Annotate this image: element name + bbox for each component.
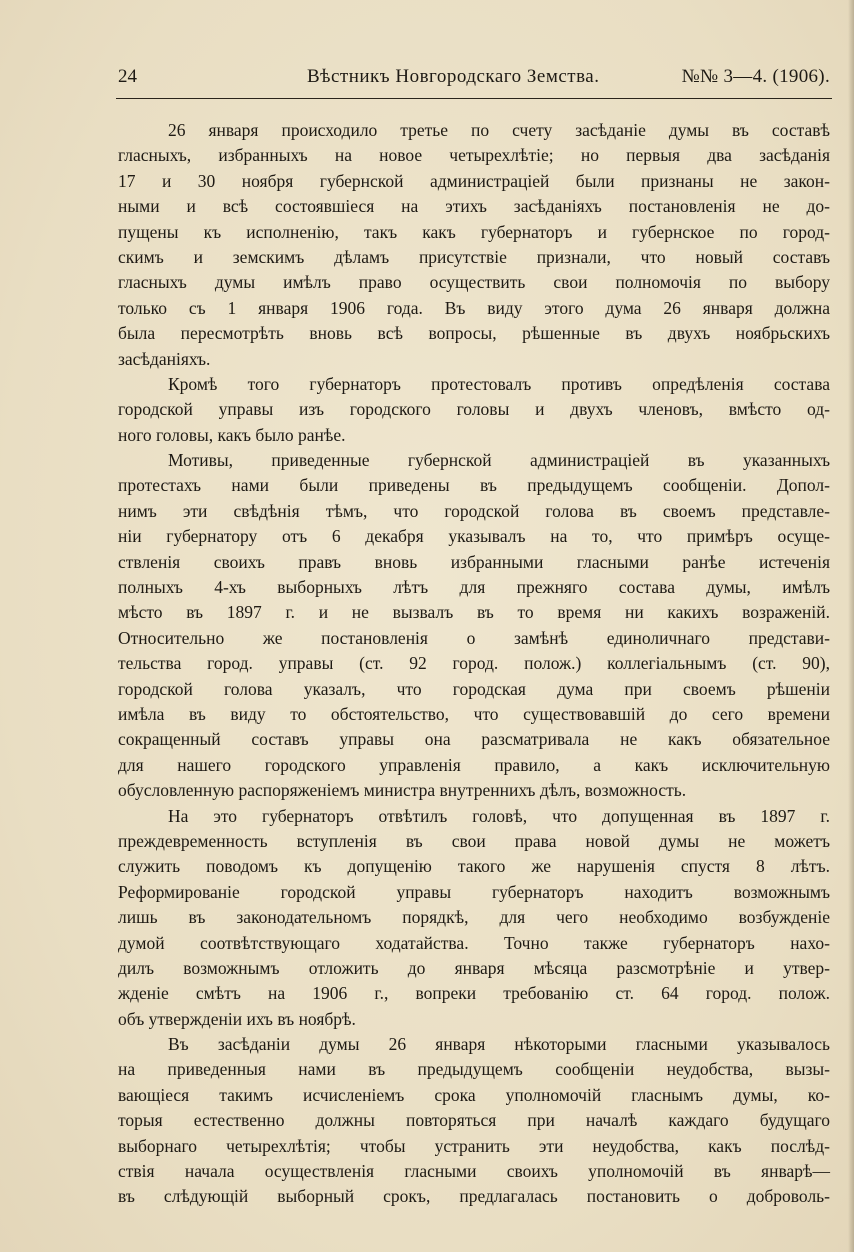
text-line: вающіеся такимъ исчисленіемъ срока уполномочій гласнымъ думы, ко- bbox=[118, 1084, 830, 1105]
text-line: городской управы изъ городского головы и двухъ членовъ, вмѣсто од- bbox=[118, 399, 830, 420]
text-line: обусловленную распоряженіемъ министра внутреннихъ дѣлъ, возможность. bbox=[118, 780, 687, 801]
text-line: протестахъ нами были приведены въ предыдущемъ сообщеніи. Допол- bbox=[118, 475, 830, 496]
text-line: ными и всѣ состоявшіеся на этихъ засѣданіяхъ постановленія не до- bbox=[118, 196, 830, 217]
text-line: служить поводомъ къ допущенію такого же нарушенія спустя 8 лѣтъ. bbox=[118, 856, 830, 877]
text-line: ніи губернатору отъ 6 декабря указывалъ на то, что примѣръ осуще- bbox=[118, 526, 830, 547]
text-line: лишь въ законодательномъ порядкѣ, для чего необходимо возбужденіе bbox=[118, 907, 830, 928]
running-header bbox=[118, 66, 830, 96]
text-line: для нашего городского управленія правило, а какъ исключительную bbox=[118, 754, 830, 775]
text-line: жденіе смѣтъ на 1906 г., вопреки требованію ст. 64 город. полож. bbox=[118, 983, 830, 1004]
text-line: гласныхъ думы имѣлъ право осуществить свои полномочія по выбору bbox=[118, 272, 830, 293]
issue-label: №№ 3—4. (1906). bbox=[681, 66, 830, 87]
text-line: Мотивы, приведенные губернской администраціей въ указанныхъ bbox=[168, 450, 830, 471]
running-title: Вѣстникъ Новгородскаго Земства. bbox=[307, 66, 600, 87]
page-number: 24 bbox=[118, 66, 137, 87]
text-line: скимъ и земскимъ дѣламъ присутствіе признали, что новый составъ bbox=[118, 246, 830, 267]
page-edge-shadow bbox=[848, 0, 854, 1252]
text-line: гласныхъ, избранныхъ на новое четырехлѣтіе; но первыя два засѣданія bbox=[118, 145, 830, 166]
text-line: выборнаго четырехлѣтія; чтобы устранить эти неудобства, какъ послѣд- bbox=[118, 1135, 830, 1156]
text-line: Реформированіе городской управы губернаторъ находитъ возможнымъ bbox=[118, 881, 830, 902]
text-line: 17 и 30 ноября губернской администраціей были признаны не закон- bbox=[118, 170, 830, 191]
header-rule bbox=[116, 98, 832, 99]
text-line: сокращенный составъ управы она разсматривала не какъ обязательное bbox=[118, 729, 830, 750]
text-line: думой соотвѣтствующаго ходатайства. Точно также губернаторъ нахо- bbox=[118, 932, 830, 953]
text-line: полныхъ 4-хъ выборныхъ лѣтъ для прежняго состава думы, имѣлъ bbox=[118, 577, 830, 598]
text-line: торыя естественно должны повторяться при началѣ каждаго будущаго bbox=[118, 1110, 830, 1131]
text-line: преждевременность вступленія въ свои права новой думы не можетъ bbox=[118, 830, 830, 851]
text-line: Кромѣ того губернаторъ протестовалъ противъ опредѣленія состава bbox=[168, 373, 830, 394]
text-line: только съ 1 января 1906 года. Въ виду этого дума 26 января должна bbox=[118, 297, 830, 318]
text-line: ного головы, какъ было ранѣе. bbox=[118, 424, 346, 445]
text-line: городской голова указалъ, что городская дума при своемъ рѣшеніи bbox=[118, 678, 830, 699]
text-line: Относительно же постановленія о замѣнѣ единоличнаго представи- bbox=[118, 627, 830, 648]
text-line: ствленія своихъ правъ вновь избранными гласными ранѣе истеченія bbox=[118, 551, 830, 572]
text-line: На это губернаторъ отвѣтилъ головѣ, что допущенная въ 1897 г. bbox=[168, 805, 830, 826]
text-line: объ утвержденіи ихъ въ ноябрѣ. bbox=[118, 1008, 356, 1029]
text-line: ствія начала осуществленія гласными своихъ уполномочій въ январѣ— bbox=[118, 1161, 830, 1182]
text-line: на приведенныя нами въ предыдущемъ сообщеніи неудобства, вызы- bbox=[118, 1059, 830, 1080]
text-line: имѣла въ виду то обстоятельство, что существовавшій до сего времени bbox=[118, 703, 830, 724]
text-line: мѣсто въ 1897 г. и не вызвалъ въ то время ни какихъ возраженій. bbox=[118, 602, 830, 623]
text-line: 26 января происходило третье по счету засѣданіе думы въ составѣ bbox=[168, 120, 830, 140]
text-line: тельства город. управы (ст. 92 город. полож.) коллегіальнымъ (ст. 90), bbox=[118, 653, 830, 674]
text-line: дилъ возможнымъ отложить до января мѣсяца разсмотрѣніе и утвер- bbox=[118, 957, 830, 978]
text-line: засѣданіяхъ. bbox=[118, 348, 211, 369]
text-line: нимъ эти свѣдѣнія тѣмъ, что городской голова въ своемъ представле- bbox=[118, 500, 830, 521]
text-line: была пересмотрѣть вновь всѣ вопросы, рѣшенные въ двухъ ноябрьскихъ bbox=[118, 323, 830, 344]
text-line: пущены къ исполненію, такъ какъ губернаторъ и губернское по город- bbox=[118, 221, 830, 242]
text-line: Въ засѣданіи думы 26 января нѣкоторыми гласными указывалось bbox=[168, 1034, 830, 1055]
text-line: въ слѣдующій выборный срокъ, предлагалась постановить о доброволь- bbox=[118, 1186, 830, 1207]
body-text bbox=[118, 118, 830, 1210]
